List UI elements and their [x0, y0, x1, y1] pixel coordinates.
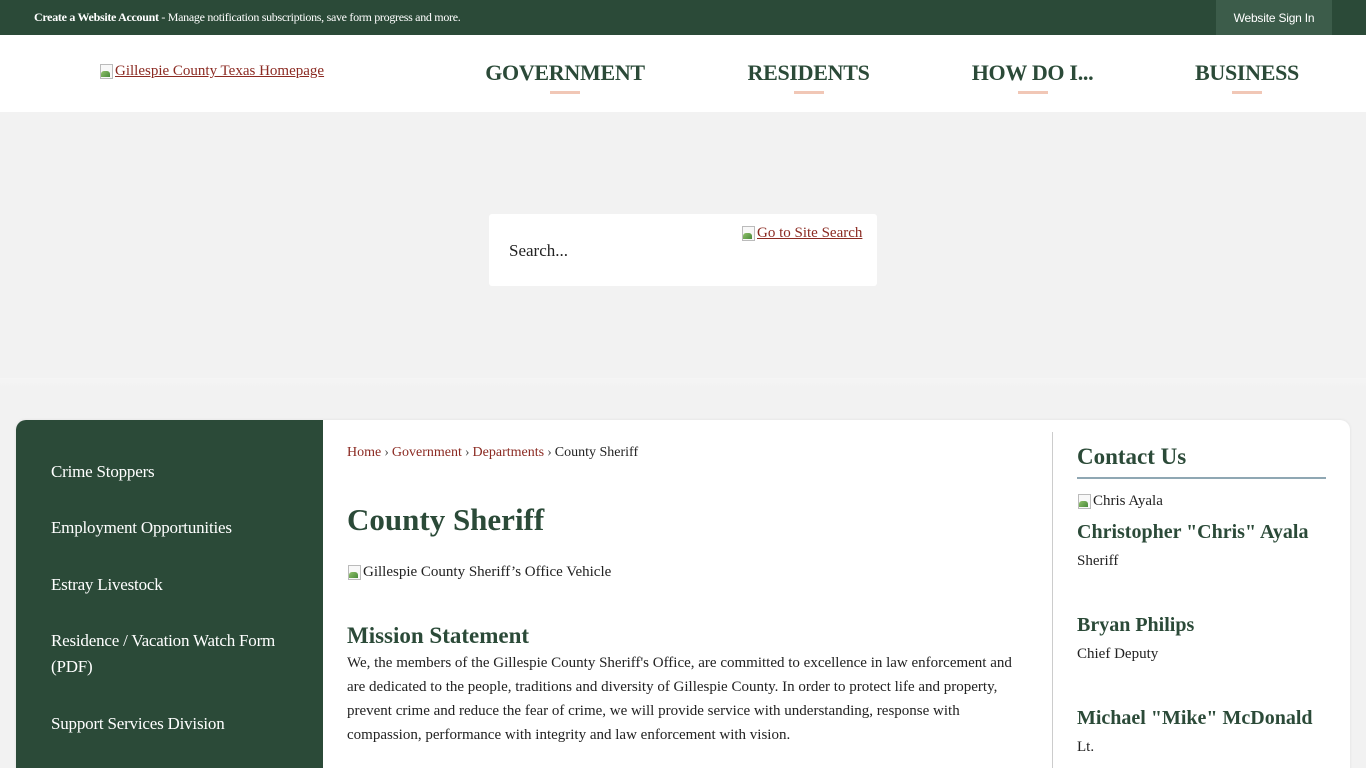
page-title: County Sheriff: [347, 502, 545, 537]
account-notice[interactable]: [34, 10, 460, 25]
vehicle-image-alt: Gillespie County Sheriff’s Office Vehicle: [363, 564, 612, 580]
contact-name[interactable]: Bryan Philips: [1077, 614, 1195, 636]
nav-label: HOW DO I...: [971, 60, 1094, 85]
contact-title: Sheriff: [1077, 553, 1119, 569]
mission-statement-text: We, the members of the Gillespie County Sheriff's Office, are committed to excellence in law enforcement and are dedicated to the people, traditions and diversity of Gillespie County. In order to protect life and property, prevent crime and reduce the fear of crime, we will provide service with understanding, response with compassion, performance with integrity and law enforcement with vision.: [347, 655, 1012, 743]
breadcrumb-departments[interactable]: Departments: [472, 445, 545, 460]
contact-name[interactable]: Michael "Mike" McDonald: [1077, 707, 1313, 729]
go-to-site-search-button[interactable]: [741, 225, 862, 242]
nav-label: RESIDENTS: [747, 60, 870, 85]
sidebar-item-estray-livestock[interactable]: Estray Livestock: [51, 575, 163, 594]
search-input[interactable]: Search...: [509, 241, 569, 260]
broken-image-icon: [1077, 493, 1093, 509]
contact-title: Lt.: [1077, 739, 1095, 755]
mission-statement-heading: Mission Statement: [347, 623, 530, 648]
sidebar-item-support-services[interactable]: Support Services Division: [51, 714, 225, 733]
broken-image-icon: [347, 564, 363, 580]
website-sign-in-button[interactable]: Website Sign In: [1216, 0, 1332, 35]
breadcrumb: [347, 445, 638, 461]
nav-label: BUSINESS: [1195, 60, 1299, 85]
banner-edge: [0, 378, 1366, 388]
nav-how-do-i[interactable]: [970, 60, 1095, 94]
column-divider: [1052, 432, 1053, 768]
breadcrumb-separator: ›: [547, 445, 552, 460]
sidebar-item-residence-vacation-watch[interactable]: Residence / Vacation Watch Form (PDF): [51, 631, 276, 676]
sheriff-vehicle-image: [347, 564, 611, 581]
sidebar-item-crime-stoppers[interactable]: Crime Stoppers: [51, 462, 155, 481]
breadcrumb-current: County Sheriff: [554, 445, 639, 460]
nav-residents[interactable]: [746, 60, 871, 94]
nav-label: GOVERNMENT: [485, 60, 645, 85]
search-button-alt: Go to Site Search: [757, 225, 863, 241]
site-search-box: [489, 214, 877, 286]
nav-underline: [1232, 91, 1262, 94]
nav-government[interactable]: [484, 60, 646, 94]
contact-us-heading: Contact Us: [1077, 444, 1187, 469]
breadcrumb-separator: ›: [464, 445, 470, 460]
nav-underline: [1018, 91, 1048, 94]
contact-title: Chief Deputy: [1077, 646, 1159, 662]
nav-underline: [794, 91, 824, 94]
breadcrumb-home[interactable]: Home: [347, 445, 382, 460]
nav-business[interactable]: [1194, 60, 1300, 94]
search-icon: [741, 225, 757, 241]
photo-alt-text: Chris Ayala: [1093, 493, 1163, 509]
homepage-logo-link[interactable]: [99, 63, 324, 80]
breadcrumb-separator: ›: [384, 445, 389, 460]
breadcrumb-government[interactable]: Government: [391, 445, 462, 460]
logo-alt-text: Gillespie County Texas Homepage: [115, 63, 325, 79]
top-bar: [0, 0, 1366, 35]
site-header: [0, 35, 1366, 112]
nav-underline: [550, 91, 580, 94]
create-account-link[interactable]: Create a Website Account: [34, 10, 159, 24]
sidebar-nav: [16, 420, 323, 768]
sheriff-photo: [1077, 493, 1163, 510]
contact-heading-rule: [1077, 477, 1326, 479]
sidebar-item-employment-opportunities[interactable]: Employment Opportunities: [51, 518, 232, 537]
broken-image-icon: [99, 63, 115, 79]
contact-name[interactable]: Christopher "Chris" Ayala: [1077, 521, 1309, 543]
account-notice-text: - Manage notification subscriptions, save form progress and more.: [158, 10, 461, 24]
main-content-card: [16, 420, 1350, 768]
